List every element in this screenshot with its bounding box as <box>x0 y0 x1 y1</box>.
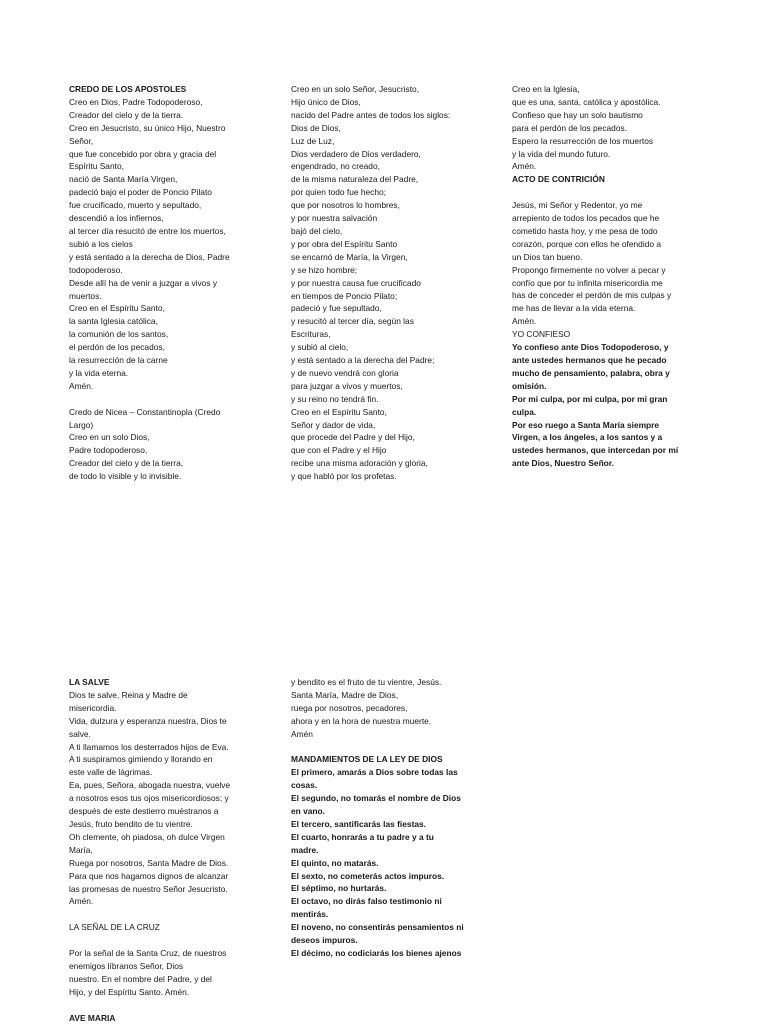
text-line: Espíritu Santo, <box>69 161 124 172</box>
text-line: la resurrección de la carne <box>69 355 168 366</box>
text-line: fue crucificado, muerto y sepultado, <box>69 200 202 211</box>
bold-text-line: Virgen, a los ángeles, a los santos y a <box>512 432 663 443</box>
text-line: este valle de lágrimas. <box>69 767 153 778</box>
text-line: un Dios tan bueno. <box>512 251 583 262</box>
text-line: y está sentado a la derecha de Dios, Padre <box>69 251 230 262</box>
text-line: la comunión de los santos, <box>69 329 169 340</box>
text-line: ahora y en la hora de nuestra muerte. <box>291 715 432 726</box>
text-line: Dios de Dios, <box>291 122 341 133</box>
text-line: la santa Iglesia católica, <box>69 316 158 327</box>
text-line: Hijo único de Dios, <box>291 96 361 107</box>
text-line: Para que nos hagamos dignos de alcanzar <box>69 870 229 881</box>
text-line: Amén. <box>512 161 537 172</box>
text-line: Dios te salve, Reina y Madre de <box>69 689 188 700</box>
text-line: para el perdón de los pecados. <box>512 122 628 133</box>
text-line: y por obra del Espíritu Santo <box>291 238 398 249</box>
bold-text-line: Por mi culpa, por mi culpa, por mi gran <box>512 393 668 404</box>
bold-text-line: culpa. <box>512 406 537 417</box>
text-line: que procede del Padre y del Hijo, <box>291 432 415 443</box>
bold-text-line: ante ustedes hermanos que he pecado <box>512 355 667 366</box>
text-line: y su reino no tendrá fin. <box>291 393 379 404</box>
salve-senal-cruz-column <box>69 676 230 1024</box>
text-line: misericordia. <box>69 702 117 713</box>
bold-text-line: El primero, amarás a Dios sobre todas las <box>291 767 458 778</box>
bold-text-line: El octavo, no dirás falso testimonio ni <box>291 896 442 907</box>
text-line: y la vida del mundo futuro. <box>512 148 611 159</box>
text-line: y por nuestra salvación <box>291 213 378 224</box>
text-line: Creo en el Espíritu Santo, <box>291 406 387 417</box>
text-line: arrepiento de todos los pecados que he <box>512 213 660 224</box>
bold-text-line: El décimo, no codiciarás los bienes ajenos <box>291 948 462 959</box>
text-line: a nosotros esos tus ojos misericordiosos; y <box>69 793 229 804</box>
text-line: por quien todo fue hecho; <box>291 187 386 198</box>
text-line: el perdón de los pecados, <box>69 342 165 353</box>
text-line: Vida, dulzura y esperanza nuestra, Dios te <box>69 715 227 726</box>
text-line <box>69 934 230 947</box>
text-line <box>291 741 464 754</box>
text-line: nuestro. En el nombre del Padre, y del <box>69 973 212 984</box>
text-line: que es una, santa, católica y apostólica. <box>512 96 661 107</box>
text-line: A ti suspiramos gimiendo y llorando en <box>69 754 213 765</box>
text-line: en tiempos de Poncio Pilato; <box>291 290 398 301</box>
bold-text-line: deseos impuros. <box>291 935 358 946</box>
credo-nicea-column <box>291 83 450 483</box>
text-line: Creador del cielo y de la tierra. <box>69 109 184 120</box>
text-line: Escrituras, <box>291 329 331 340</box>
text-line: cometido hasta hoy, y me pesa de todo <box>512 225 658 236</box>
bold-text-line: omisión. <box>512 380 547 391</box>
text-line: Oh clemente, oh piadosa, oh dulce Virgen <box>69 831 225 842</box>
text-line: y bendito es el fruto de tu vientre, Jesús. <box>291 677 442 687</box>
text-line: A ti llamamos los desterrados hijos de Eva. <box>69 741 229 752</box>
text-line: Creo en Jesucristo, su único Hijo, Nuestro <box>69 122 226 133</box>
bold-text-line: cosas. <box>291 780 318 791</box>
credo-apostoles-column <box>69 83 230 483</box>
bold-text-line: El tercero, santificarás las fiestas. <box>291 818 427 829</box>
text-line: engendrado, no creado, <box>291 161 380 172</box>
text-line <box>512 186 678 199</box>
text-line: Amén. <box>512 316 537 327</box>
text-line <box>69 908 230 921</box>
text-line: confío que por tu infinita misericordia me <box>512 277 663 288</box>
text-line: recibe una misma adoración y gloria, <box>291 458 428 469</box>
bold-text-line: Por eso ruego a Santa María siempre <box>512 419 660 430</box>
bold-text-line: El cuarto, honrarás a tu padre y a tu <box>291 831 434 842</box>
text-line: Amén. <box>69 380 94 391</box>
text-line: después de este destierro muéstranos a <box>69 806 219 817</box>
bold-text-line: LA SALVE <box>69 677 110 687</box>
ave-maria-mandamientos-column <box>291 676 464 960</box>
text-line: ruega por nosotros, pecadores, <box>291 702 408 713</box>
contricion-confieso-column <box>512 83 678 470</box>
bold-text-line: madre. <box>291 844 319 855</box>
text-line: para juzgar a vivos y muertos, <box>291 380 403 391</box>
text-line: me has de llevar a la vida eterna. <box>512 303 636 314</box>
text-line: Jesús, mi Señor y Redentor, yo me <box>512 200 643 211</box>
text-line: las promesas de nuestro Señor Jesucristo. <box>69 883 228 894</box>
text-line: Señor y dador de vida, <box>291 419 376 430</box>
text-line: padeció bajo el poder de Poncio Pilato <box>69 187 212 198</box>
text-line: Hijo, y del Espíritu Santo. Amén. <box>69 986 190 997</box>
text-line: y se hizo hombre; <box>291 264 358 275</box>
bold-text-line: AVE MARIA <box>69 1012 116 1023</box>
text-line: has de conceder el perdón de mis culpas y <box>512 290 672 301</box>
bold-text-line: mentirás. <box>291 909 329 920</box>
text-line: Credo de Nicea – Constantinopla (Credo <box>69 406 221 417</box>
text-line: y la vida eterna. <box>69 367 129 378</box>
text-line: Espero la resurrección de los muertos <box>512 135 654 146</box>
text-line: nació de Santa María Virgen, <box>69 174 178 185</box>
text-line: Largo) <box>69 419 94 430</box>
bold-text-line: ustedes hermanos, que intercedan por mí <box>512 445 679 456</box>
text-line: LA SEÑAL DE LA CRUZ <box>69 922 160 933</box>
text-line: María. <box>69 844 93 855</box>
text-line: Propongo firmemente no volver a pecar y <box>512 264 666 275</box>
text-line: bajó del cielo, <box>291 225 343 236</box>
text-line <box>69 393 230 406</box>
text-line: que fue concebido por obra y gracia del <box>69 148 217 159</box>
text-line: y de nuevo vendrá con gloria <box>291 367 399 378</box>
text-line: Ruega por nosotros, Santa Madre de Dios. <box>69 857 229 868</box>
text-line: corazón, porque con ellos he ofendido a <box>512 238 661 249</box>
text-line: Creo en el Espíritu Santo, <box>69 303 165 314</box>
text-line: al tercer día resucitó de entre los muertos, <box>69 225 226 236</box>
text-line: todopoderoso. <box>69 264 123 275</box>
text-line: padeció y fue sepultado, <box>291 303 382 314</box>
text-line: Padre todopoderoso, <box>69 445 148 456</box>
text-line: de todo lo visible y lo invisible. <box>69 471 182 482</box>
text-line: Amén <box>291 728 313 739</box>
text-line: Confieso que hay un solo bautismo <box>512 109 643 120</box>
text-line: que por nosotros lo hombres, <box>291 200 400 211</box>
text-line: se encarnó de María, la Virgen, <box>291 251 408 262</box>
text-line: enemigos líbranos Señor, Dios <box>69 960 184 971</box>
text-line: y que habló por los profetas. <box>291 471 397 482</box>
bold-text-line: CREDO DE LOS APOSTOLES <box>69 84 187 94</box>
text-line: Creador del cielo y de la tierra, <box>69 458 184 469</box>
bold-text-line: en vano. <box>291 806 325 817</box>
text-line: y resucitó al tercer día, según las <box>291 316 414 327</box>
text-line: Amén. <box>69 896 94 907</box>
text-line: de la misma naturaleza del Padre, <box>291 174 419 185</box>
text-line: Señor, <box>69 135 94 146</box>
text-line <box>69 999 230 1012</box>
text-line: Ea, pues, Señora, abogada nuestra, vuelve <box>69 780 231 791</box>
bold-text-line: El noveno, no consentirás pensamientos ni <box>291 922 464 933</box>
bold-text-line: MANDAMIENTOS DE LA LEY DE DIOS <box>291 754 443 765</box>
text-line: Jesús, fruto bendito de tu vientre. <box>69 818 193 829</box>
text-line: Creo en un solo Señor, Jesucristo, <box>291 84 420 94</box>
bold-text-line: ACTO DE CONTRICIÓN <box>512 174 605 185</box>
bold-text-line: Yo confieso ante Dios Todopoderoso, y <box>512 342 669 353</box>
bold-text-line: El séptimo, no hurtarás. <box>291 883 387 894</box>
bold-text-line: El sexto, no cometerás actos impuros. <box>291 870 445 881</box>
text-line: Luz de Luz, <box>291 135 335 146</box>
bold-text-line: El segundo, no tomarás el nombre de Dios <box>291 793 461 804</box>
text-line: y está sentado a la derecha del Padre; <box>291 355 435 366</box>
text-line: subió a los cielos <box>69 238 133 249</box>
text-line: salve. <box>69 728 91 739</box>
text-line: y subió al cielo, <box>291 342 349 353</box>
text-line: YO CONFIESO <box>512 329 571 340</box>
bold-text-line: El quinto, no matarás. <box>291 857 379 868</box>
bold-text-line: mucho de pensamiento, palabra, obra y <box>512 367 670 378</box>
text-line: que con el Padre y el Hijo <box>291 445 387 456</box>
text-line: Por la señal de la Santa Cruz, de nuestros <box>69 948 227 958</box>
text-line: Desde allí ha de venir a juzgar a vivos y <box>69 277 218 288</box>
text-line: Dios verdadero de Dios verdadero, <box>291 148 421 159</box>
text-line: muertos. <box>69 290 102 301</box>
text-line: y por nuestra causa fue crucificado <box>291 277 421 288</box>
text-line: descendió a los infiernos, <box>69 213 164 224</box>
bold-text-line: ante Dios, Nuestro Señor. <box>512 458 614 469</box>
text-line: nacido del Padre antes de todos los siglos: <box>291 109 451 120</box>
text-line: Creo en Dios, Padre Todopoderoso, <box>69 96 203 107</box>
text-line: Creo en la Iglesia, <box>512 84 580 94</box>
text-line: Santa María, Madre de Dios, <box>291 689 399 700</box>
text-line: Creo en un solo Dios, <box>69 432 150 443</box>
